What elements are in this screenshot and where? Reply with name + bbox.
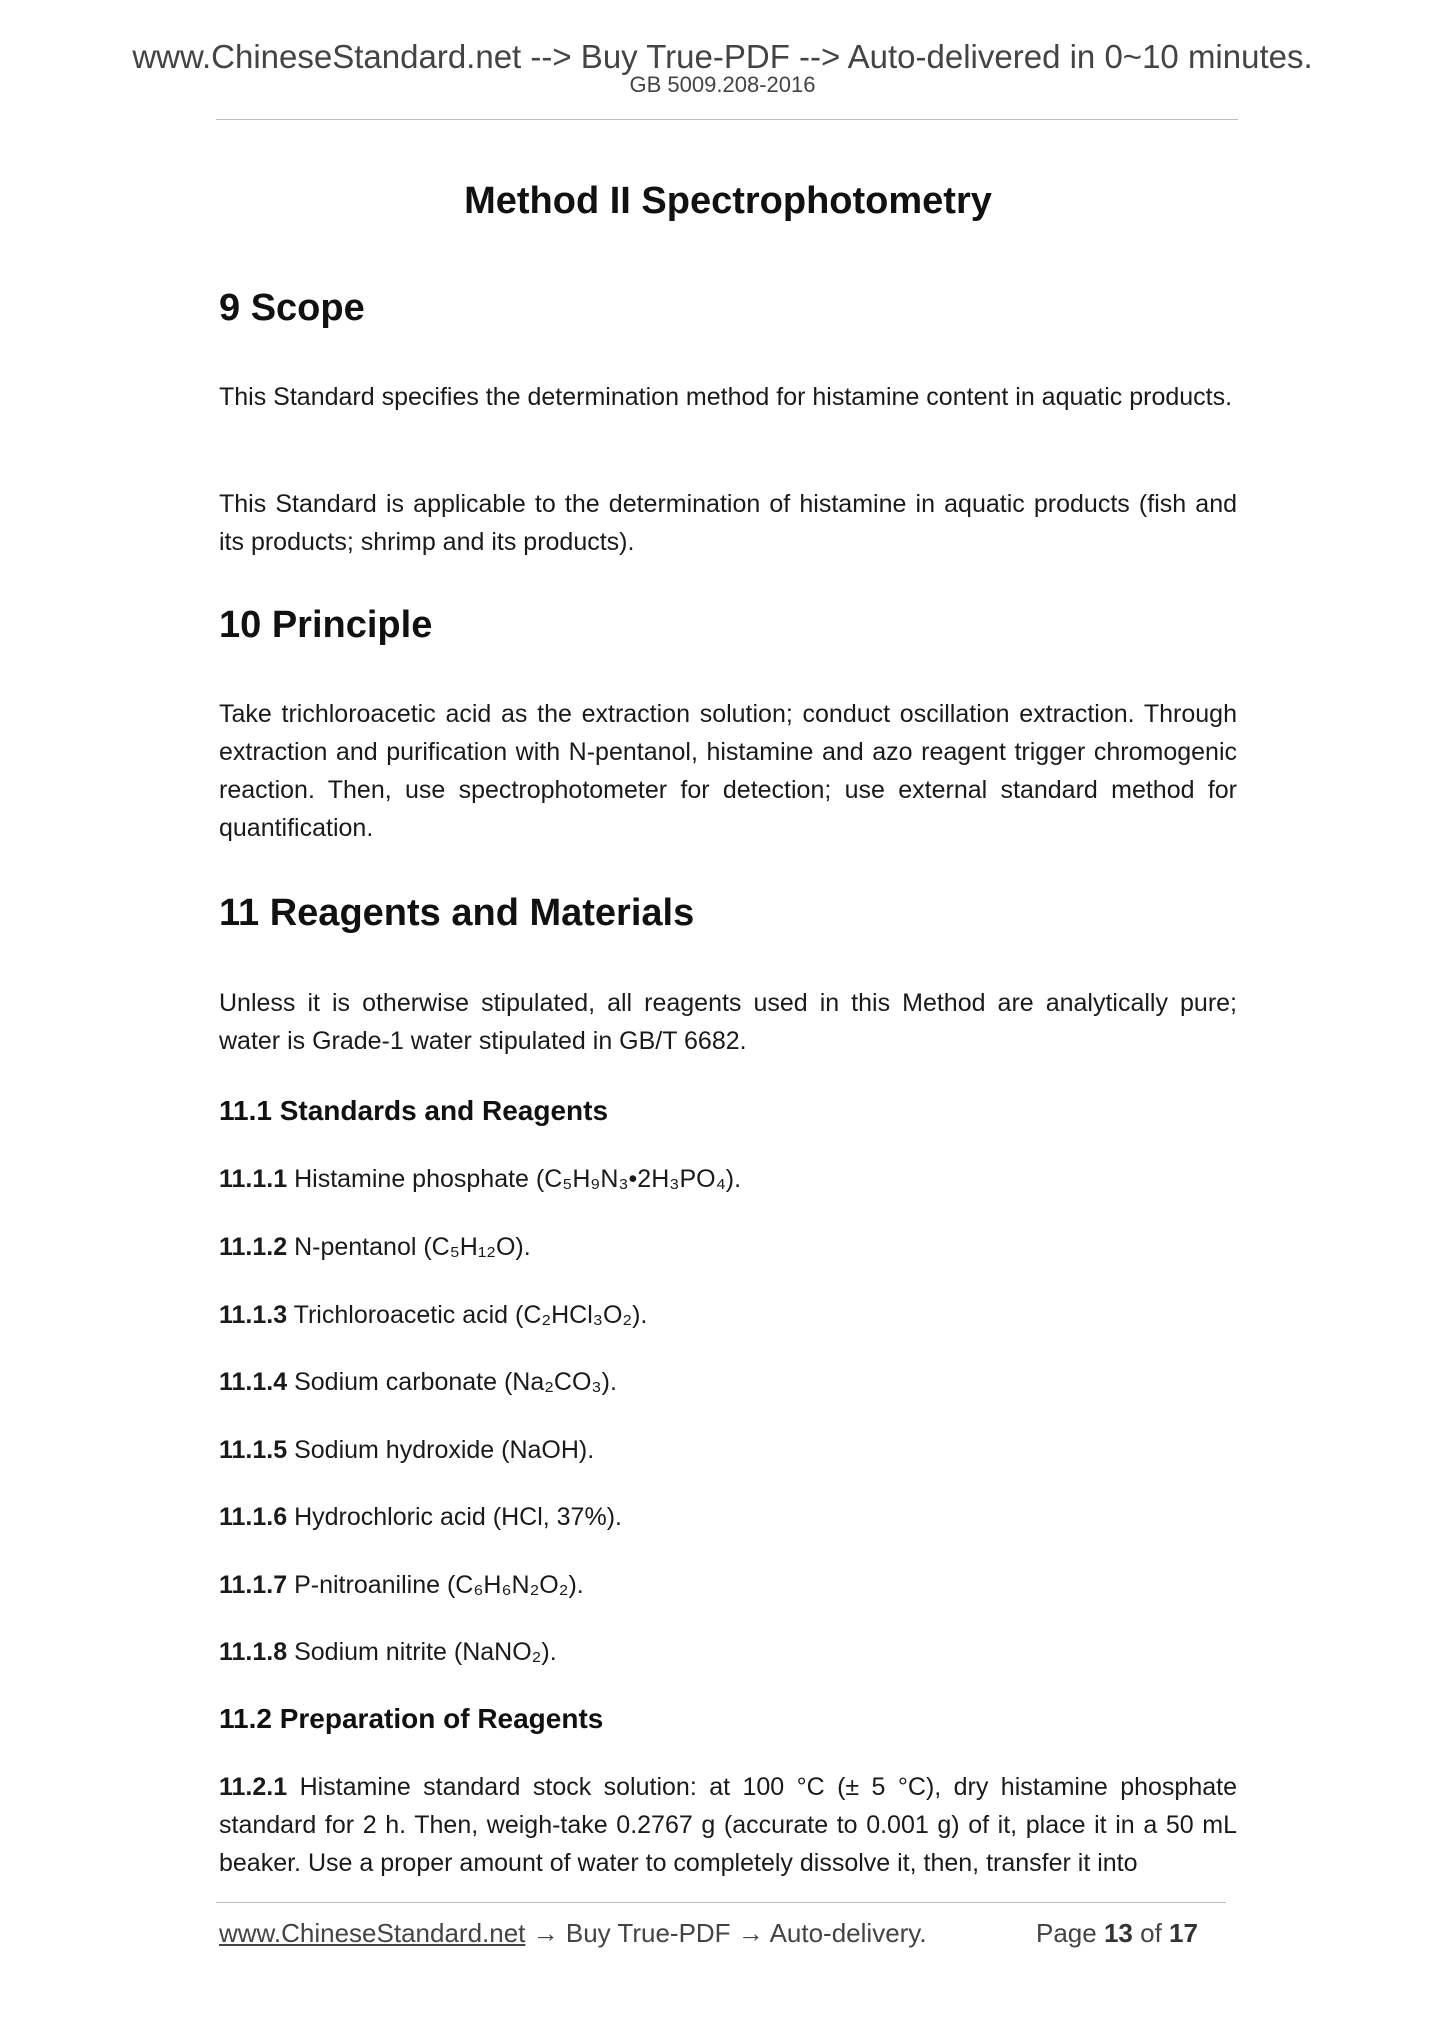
- item-text: P-nitroaniline (C₆H₆N₂O₂).: [294, 1571, 584, 1599]
- header-rule: [216, 119, 1238, 120]
- list-item: [219, 1160, 741, 1198]
- item-number: 11.1.2: [219, 1233, 288, 1261]
- scope-paragraph-2: This Standard is applicable to the determination of histamine in aquatic products (fish and its products; shrimp and its products).: [219, 490, 1237, 556]
- item-text: Sodium hydroxide (NaOH).: [294, 1436, 595, 1464]
- reagents-paragraph: Unless it is otherwise stipulated, all reagents used in this Method are analytically pure; water is Grade-1 water stipulated in GB/T 6682.: [219, 989, 1237, 1055]
- of-label: of: [1140, 1918, 1162, 1948]
- heading-reagents: 11 Reagents and Materials: [219, 892, 695, 934]
- item-number: 11.1.7: [219, 1571, 288, 1599]
- heading-principle: 10 Principle: [219, 604, 433, 646]
- list-item: [219, 1431, 594, 1469]
- page-total: 17: [1169, 1918, 1198, 1948]
- item-text: Histamine standard stock solution: at 100 °C (± 5 °C), dry histamine phosphate standard for 2 h. Then, weigh-take 0.2767 g (accurate to 0.001 g) of it, place it in a 50 mL beaker. Use a proper amount of water to completely dissolve it, then, transfer it into: [219, 1773, 1237, 1877]
- list-item: [219, 1228, 531, 1266]
- footer-rule: [216, 1902, 1226, 1903]
- method-title: Method II Spectrophotometry: [464, 180, 992, 222]
- subheading-standards-reagents: 11.1 Standards and Reagents: [219, 1095, 609, 1126]
- footer-page-indicator: [1036, 1918, 1198, 1949]
- preparation-paragraph: [219, 1768, 1237, 1882]
- scope-paragraph-1: This Standard specifies the determination method for histamine content in aquatic products.: [219, 383, 1233, 411]
- list-item: [219, 1498, 622, 1536]
- header-banner: www.ChineseStandard.net --> Buy True-PDF --> Auto-delivered in 0~10 minutes.: [132, 38, 1313, 75]
- item-text: Sodium carbonate (Na₂CO₃).: [294, 1368, 617, 1396]
- item-text: Trichloroacetic acid (C₂HCl₃O₂).: [293, 1301, 648, 1329]
- list-item: [219, 1633, 557, 1671]
- principle-paragraph: Take trichloroacetic acid as the extraction solution; conduct oscillation extraction. Through extraction and purification with N-pentanol, histamine and azo reagent trigger chromogenic reaction. Then, use spectrophotometer for detection; use external standard method for quantification.: [219, 700, 1237, 842]
- item-number: 11.1.5: [219, 1436, 288, 1464]
- footer-site-link[interactable]: www.ChineseStandard.net: [219, 1918, 526, 1948]
- item-number: 11.1.6: [219, 1503, 288, 1531]
- list-item: [219, 1363, 617, 1401]
- footer-tagline: → Buy True-PDF → Auto-delivery.: [525, 1918, 927, 1948]
- item-text: Histamine phosphate (C₅H₉N₃•2H₃PO₄).: [294, 1165, 742, 1193]
- list-item: [219, 1296, 647, 1334]
- heading-scope: 9 Scope: [219, 287, 365, 329]
- item-text: N-pentanol (C₅H₁₂O).: [294, 1233, 531, 1261]
- item-number: 11.1.3: [219, 1301, 288, 1329]
- item-number: 11.1.4: [219, 1368, 288, 1396]
- item-number: 11.1.1: [219, 1165, 288, 1193]
- item-text: Hydrochloric acid (HCl, 37%).: [294, 1503, 622, 1531]
- list-item: [219, 1566, 584, 1604]
- item-number: 11.2.1: [219, 1773, 288, 1801]
- page-label: Page: [1036, 1918, 1097, 1948]
- item-number: 11.1.8: [219, 1638, 288, 1666]
- document-id: GB 5009.208-2016: [629, 72, 816, 97]
- subheading-preparation: 11.2 Preparation of Reagents: [219, 1703, 604, 1734]
- item-text: Sodium nitrite (NaNO₂).: [294, 1638, 557, 1666]
- page-number: 13: [1103, 1918, 1133, 1948]
- footer-left: [219, 1918, 927, 1949]
